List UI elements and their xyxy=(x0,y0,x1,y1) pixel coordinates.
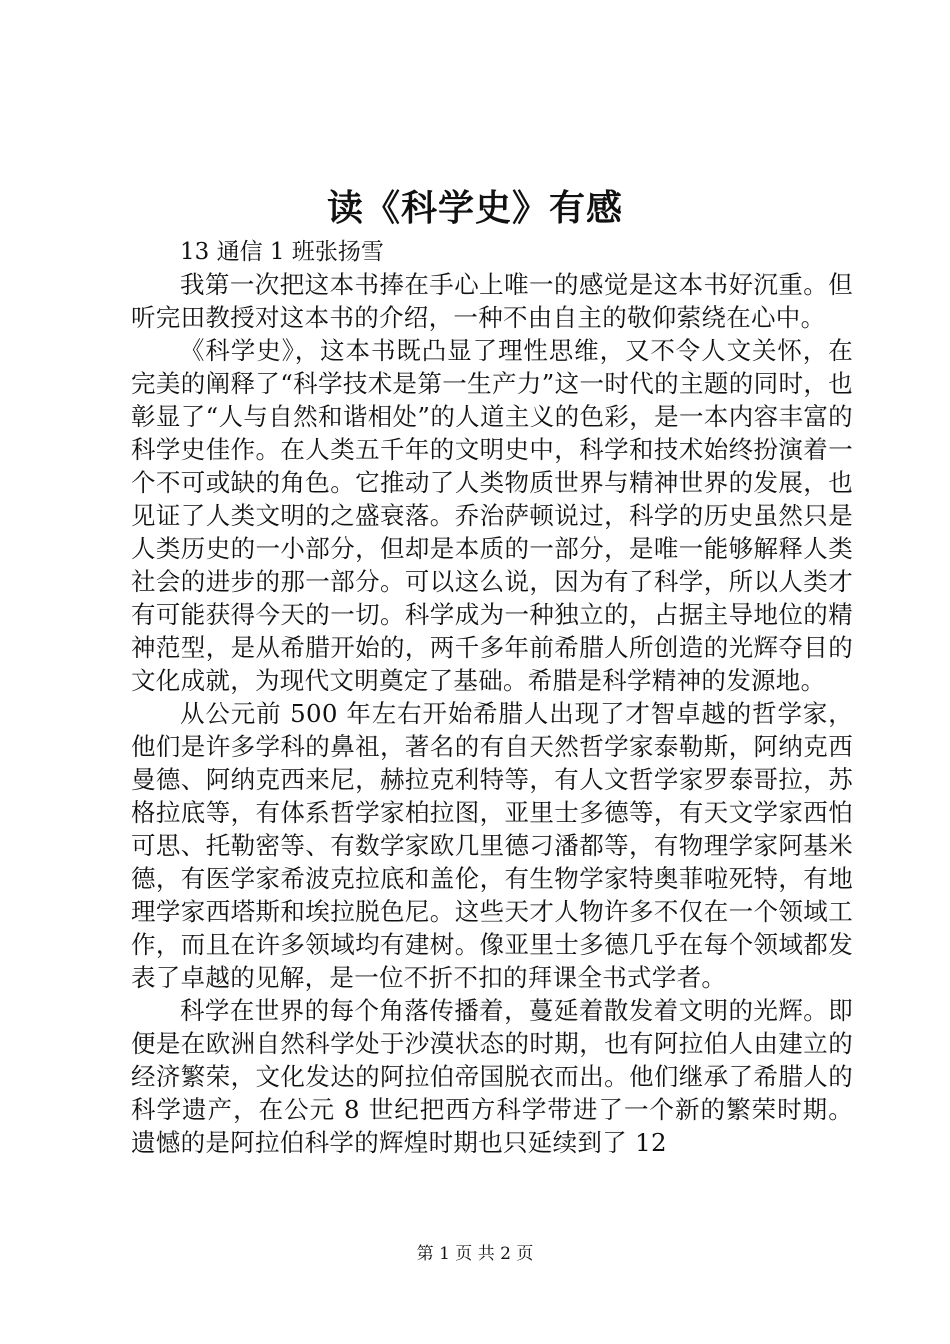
page-footer: 第 1 页 共 2 页 xyxy=(416,1244,534,1264)
document-body xyxy=(131,268,853,1159)
paragraph-2: 《科学史》，这本书既凸显了理性思维，又不令人文关怀，在完美的阐释了“科学技术是第一生产力”这一时代的主题的同时，也彰显了“人与自然和谐相处”的人道主义的色彩，是一本内容丰富的科学史佳作。在人类五千年的文明史中，科学和技术始终扮演着一个不可或缺的角色。它推动了人类物质世界与精神世界的发展，也见证了人类文明的之盛衰落。乔治萨顿说过，科学的历史虽然只是人类历史的一小部分，但却是本质的一部分，是唯一能够解释人类社会的进步的那一部分。可以这么说，因为有了科学，所以人类才有可能获得今天的一切。科学成为一种独立的，占据主导地位的精神范型，是从希腊开始的，两千多年前希腊人所创造的光辉夺目的文化成就，为现代文明奠定了基础。希腊是科学精神的发源地。 xyxy=(131,336,853,695)
paragraph-3: 从公元前 500 年左右开始希腊人出现了才智卓越的哲学家，他们是许多学科的鼻祖，著名的有自天然哲学家泰勒斯，阿纳克西曼德、阿纳克西来尼，赫拉克利特等，有人文哲学家罗泰哥拉，苏格拉底等，有体系哲学家柏拉图，亚里士多德等，有天文学家西怕可思、托勒密等、有数学家欧几里德刁潘都等，有物理学家阿基米德，有医学家希波克拉底和盖伦，有生物学家特奥菲啦死特，有地理学家西塔斯和埃拉脱色尼。这些天才人物许多不仅在一个领域工作，而且在许多领域均有建树。像亚里士多德几乎在每个领域都发表了卓越的见解，是一位不折不扣的拜课全书式学者。 xyxy=(131,699,853,992)
document-title: 读《科学史》有感 xyxy=(326,187,623,229)
paragraph-1: 我第一次把这本书捧在手心上唯一的感觉是这本书好沉重。但听完田教授对这本书的介绍，一种不由自主的敬仰萦绕在心中。 xyxy=(131,270,853,332)
paragraph-4: 科学在世界的每个角落传播着，蔓延着散发着文明的光辉。即便是在欧洲自然科学处于沙漠状态的时期，也有阿拉伯人由建立的经济繁荣，文化发达的阿拉伯帝国脱衣而出。他们继承了希腊人的科学遗产，在公元 8 世纪把西方科学带进了一个新的繁荣时期。遗憾的是阿拉伯科学的辉煌时期也只延续到了 12 xyxy=(131,996,853,1157)
author-line: 13 通信 1 班张扬雪 xyxy=(180,239,384,265)
